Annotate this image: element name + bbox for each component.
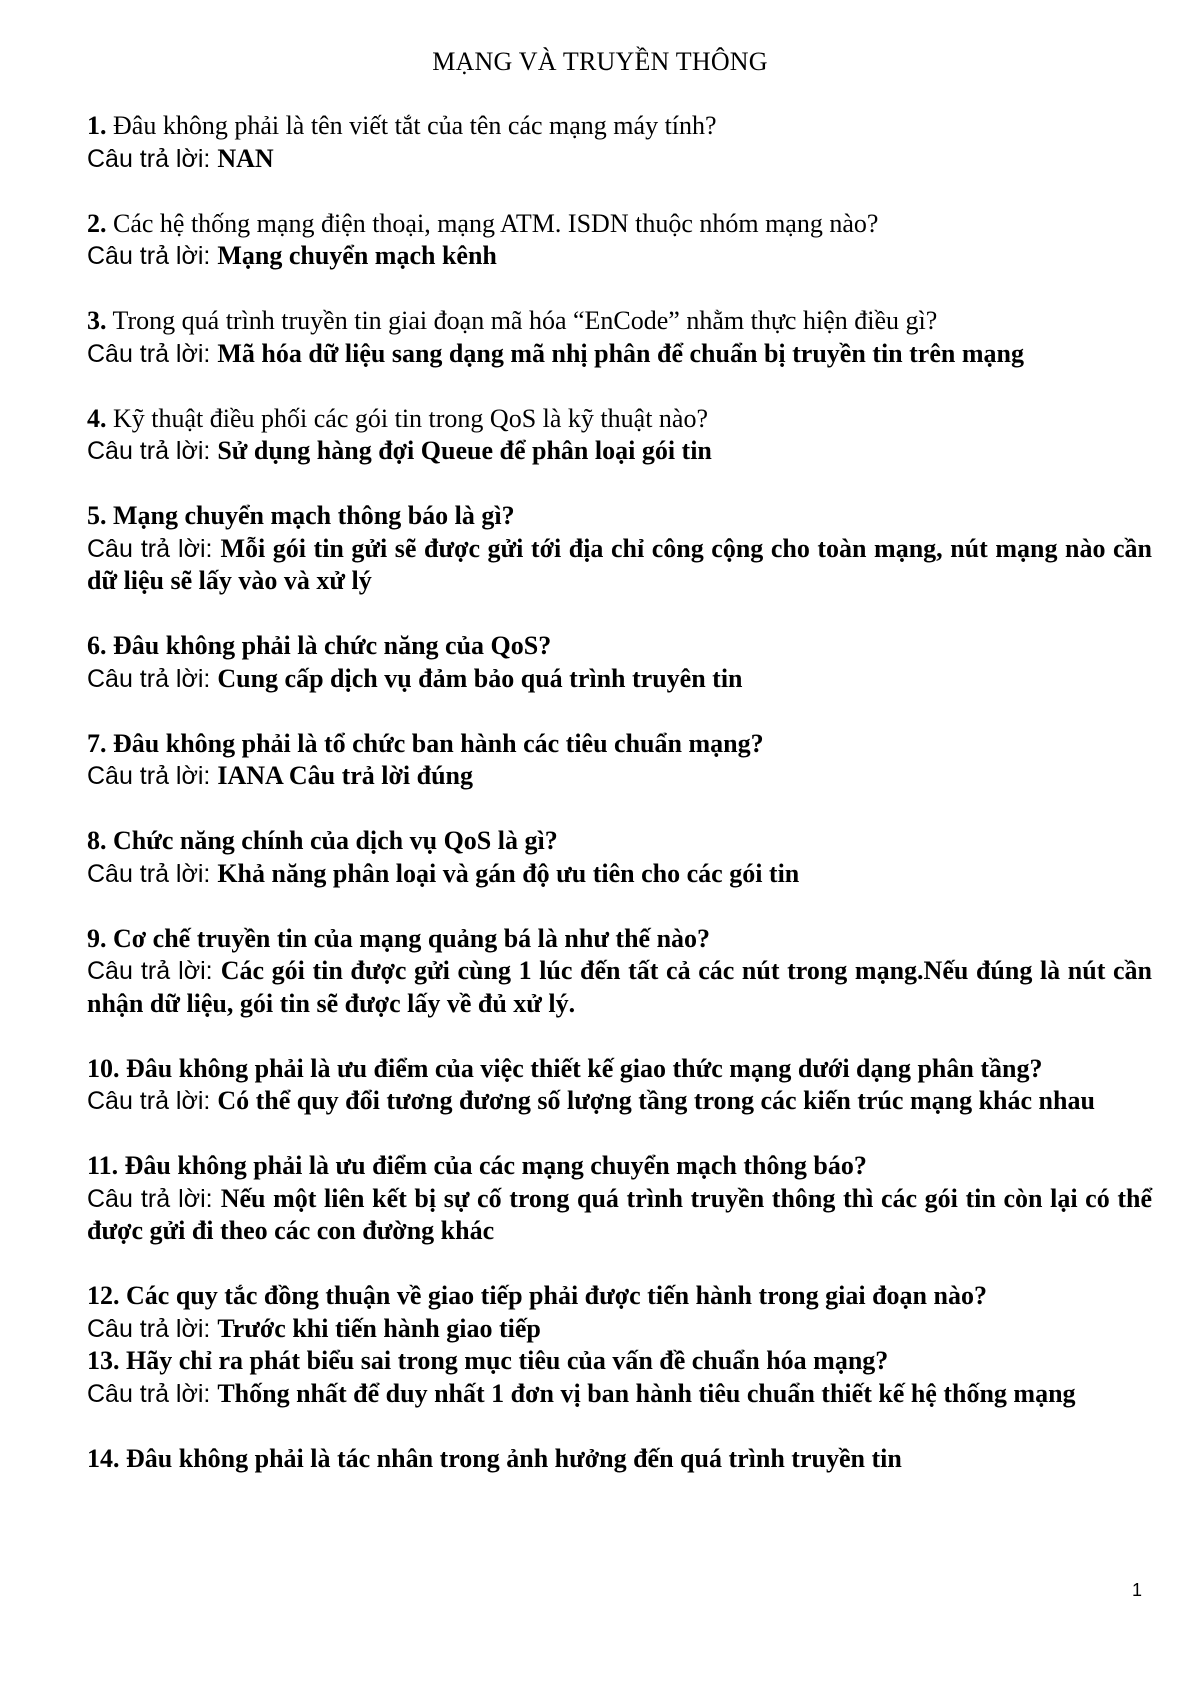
answer-prefix: Câu trả lời: — [87, 1379, 218, 1408]
question-number: 7. — [87, 728, 107, 758]
answer-text: Khả năng phân loại và gán độ ưu tiên cho các gói tin — [217, 858, 800, 888]
question-item-8 — [87, 825, 1152, 890]
question-text: Đâu không phải là ưu điểm của việc thiết kế giao thức mạng dưới dạng phân tầng? — [119, 1053, 1043, 1083]
question-item-2 — [87, 208, 1152, 273]
question-text: Đâu không phải là tên viết tắt của tên các mạng máy tính? — [106, 111, 717, 140]
answer-prefix: Câu trả lời: — [87, 437, 218, 465]
question-item-3 — [87, 305, 1152, 370]
answer-prefix: Câu trả lời: — [87, 664, 218, 693]
answer-text: Sử dụng hàng đợi Queue để phân loại gói tin — [217, 436, 712, 465]
answer-text: NAN — [217, 143, 274, 173]
question-item-10 — [87, 1053, 1152, 1118]
answer-prefix: Câu trả lời: — [87, 1314, 218, 1343]
question-item-4 — [87, 403, 1152, 468]
answer-text: Cung cấp dịch vụ đảm bảo quá trình truyên tin — [217, 663, 743, 693]
question-number: 8. — [87, 826, 107, 855]
answer-text: Thống nhất để duy nhất 1 đơn vị ban hành tiêu chuẩn thiết kế hệ thống mạng — [217, 1378, 1076, 1408]
question-text: Hãy chỉ ra phát biểu sai trong mục tiêu của vấn đề chuẩn hóa mạng? — [119, 1346, 889, 1375]
question-number: 12. — [87, 1281, 120, 1310]
answer-text: Mã hóa dữ liệu sang dạng mã nhị phân để chuẩn bị truyền tin trên mạng — [217, 338, 1024, 368]
question-list — [87, 110, 1152, 1508]
question-number: 3. — [87, 306, 107, 335]
question-number: 2. — [87, 208, 107, 238]
answer-prefix: Câu trả lời: — [87, 534, 221, 563]
question-text: Chức năng chính của dịch vụ QoS là gì? — [106, 826, 558, 855]
question-text: Đâu không phải là tổ chức ban hành các tiêu chuẩn mạng? — [106, 728, 764, 758]
answer-text: Nếu một liên kết bị sự cố trong quá trình truyền thông thì các gói tin còn lại có thể được gửi đi theo các con đường khác — [87, 1183, 1152, 1245]
question-number: 11. — [87, 1151, 119, 1180]
question-number: 4. — [87, 403, 107, 433]
answer-text: Mỗi gói tin gửi sẽ được gửi tới địa chỉ công cộng cho toàn mạng, nút mạng nào cần dữ liệu sẽ lấy vào và xử lý — [87, 533, 1153, 595]
question-item-14 — [87, 1443, 1152, 1476]
question-text: Trong quá trình truyền tin giai đoạn mã hóa “EnCode” nhằm thực hiện điều gì? — [106, 306, 938, 335]
answer-text: Các gói tin được gửi cùng 1 lúc đến tất cả các nút trong mạng.Nếu đúng là nút cần nhận dữ liệu, gói tin sẽ được lấy về đủ xử lý. — [87, 956, 1152, 1018]
question-number: 1. — [87, 111, 107, 140]
question-item-5 — [87, 500, 1152, 598]
question-item-11 — [87, 1150, 1152, 1248]
answer-prefix: Câu trả lời: — [87, 762, 218, 790]
answer-prefix: Câu trả lời: — [87, 859, 218, 888]
question-text: Cơ chế truyền tin của mạng quảng bá là như thế nào? — [106, 923, 711, 953]
question-number: 6. — [87, 631, 107, 660]
question-number: 9. — [87, 923, 107, 953]
answer-text: Có thể quy đổi tương đương số lượng tầng trong các kiến trúc mạng khác nhau — [217, 1086, 1095, 1115]
question-text: Đâu không phải là ưu điểm của các mạng chuyển mạch thông báo? — [118, 1151, 867, 1180]
answer-text: IANA Câu trả lời đúng — [217, 761, 473, 790]
document-title: MẠNG VÀ TRUYỀN THÔNG — [432, 47, 768, 76]
question-number: 14. — [87, 1443, 120, 1473]
question-item-1 — [87, 110, 1152, 175]
answer-prefix: Câu trả lời: — [87, 242, 218, 270]
page-number: 1 — [1132, 1580, 1143, 1600]
question-item-9 — [87, 923, 1152, 1021]
question-item-13 — [87, 1345, 1152, 1410]
answer-text: Mạng chuyển mạch kênh — [217, 241, 497, 270]
question-text: Mạng chuyển mạch thông báo là gì? — [106, 501, 515, 530]
question-number: 10. — [87, 1053, 120, 1083]
question-text: Kỹ thuật điều phối các gói tin trong QoS là kỹ thuật nào? — [106, 403, 708, 433]
question-text: Đâu không phải là chức năng của QoS? — [106, 631, 552, 660]
question-text: Đâu không phải là tác nhân trong ảnh hưởng đến quá trình truyền tin — [119, 1443, 902, 1473]
question-number: 5. — [87, 501, 107, 530]
answer-prefix: Câu trả lời: — [87, 957, 221, 985]
answer-prefix: Câu trả lời: — [87, 1184, 221, 1213]
answer-text: Trước khi tiến hành giao tiếp — [217, 1313, 541, 1343]
answer-prefix: Câu trả lời: — [87, 1087, 218, 1115]
question-item-6 — [87, 630, 1152, 695]
question-item-12 — [87, 1280, 1152, 1345]
answer-prefix: Câu trả lời: — [87, 144, 218, 173]
answer-prefix: Câu trả lời: — [87, 339, 218, 368]
question-item-7 — [87, 728, 1152, 793]
question-number: 13. — [87, 1346, 120, 1375]
question-text: Các hệ thống mạng điện thoại, mạng ATM. ISDN thuộc nhóm mạng nào? — [106, 208, 879, 238]
question-text: Các quy tắc đồng thuận về giao tiếp phải được tiến hành trong giai đoạn nào? — [119, 1281, 987, 1310]
